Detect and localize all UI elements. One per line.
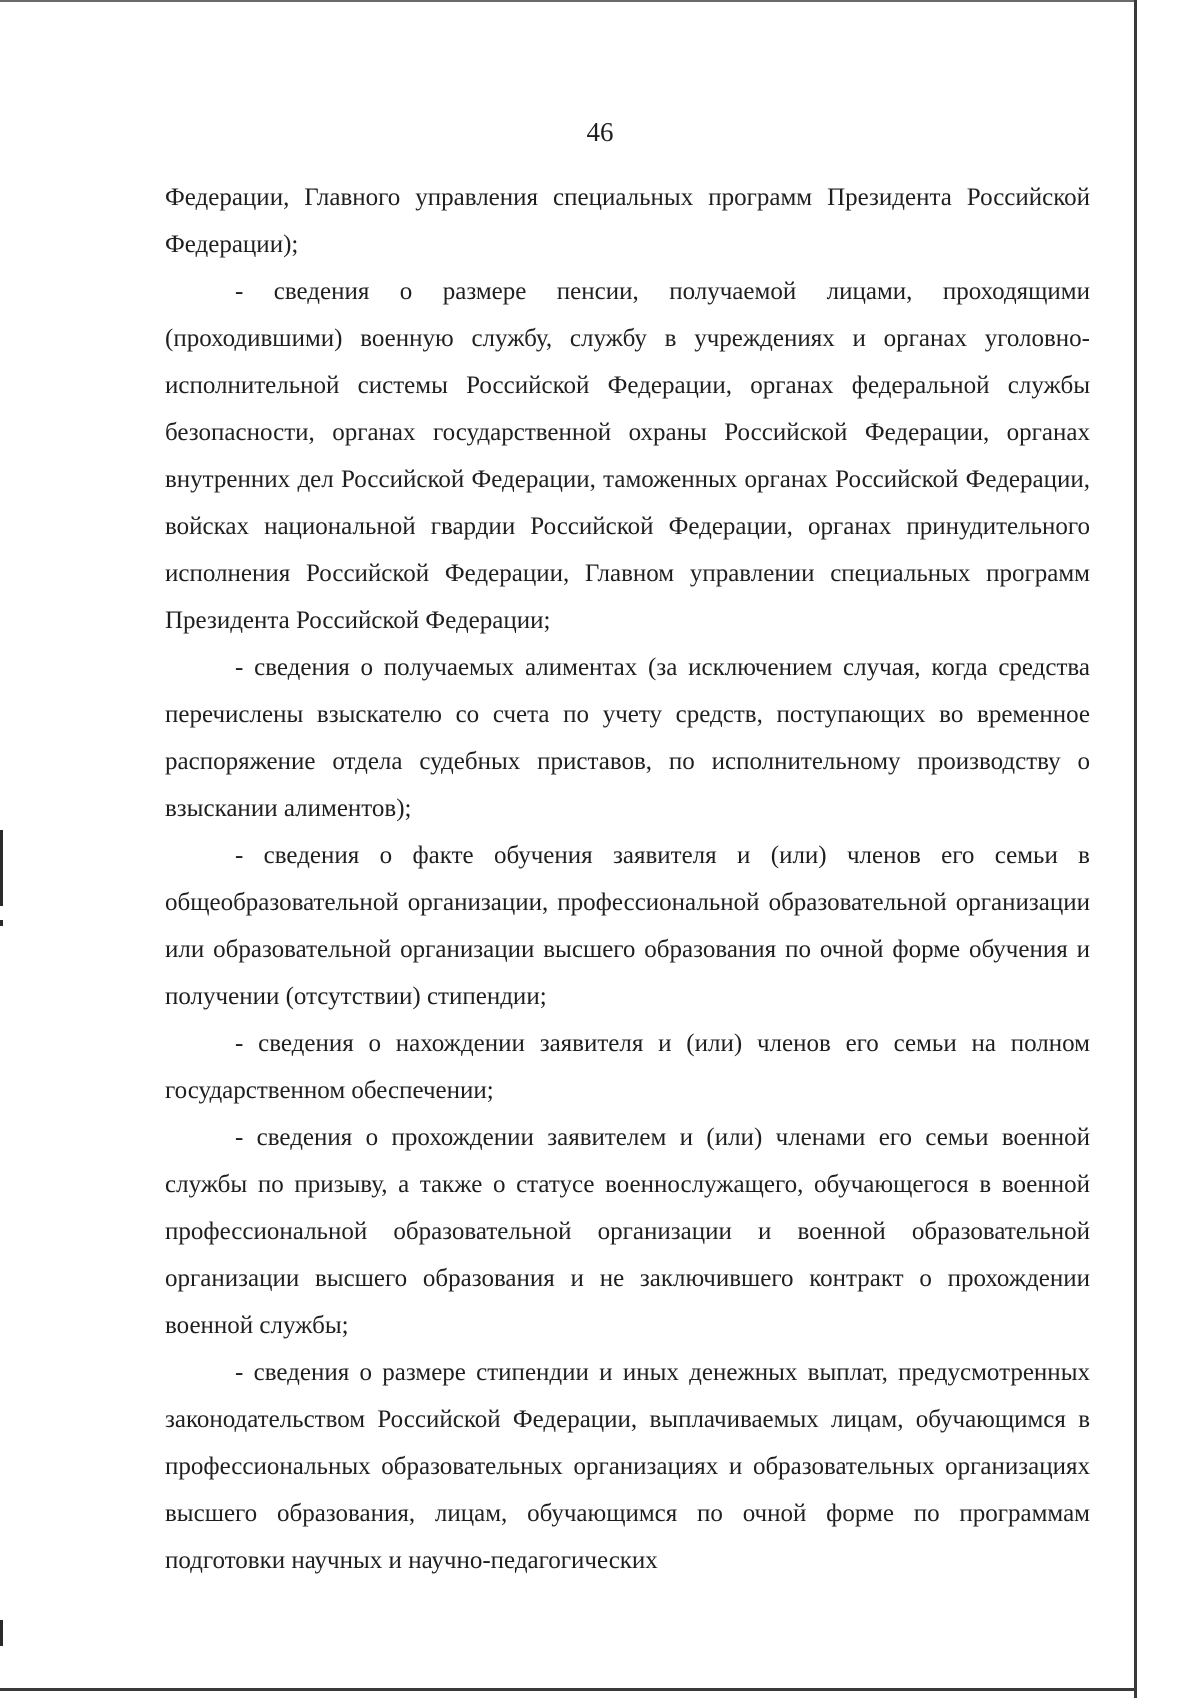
paragraph-state-support-info: - сведения о нахождении заявителя и (или) членов его семьи на полном государственном обеспечении;: [165, 1030, 1090, 1104]
paragraph-stipend-info: - сведения о размере стипендии и иных денежных выплат, предусмотренных законодательством Российской Федерации, выплачиваемых лицам, обучающимся в профессиональных образовательных организациях и образовательных организациях высшего образования, лицам, обучающимся по очной форме по программам подготовки научных и научно-педагогических: [165, 1359, 1090, 1574]
scan-artifact-mark: [0, 920, 3, 926]
paragraph-pension-info: - сведения о размере пенсии, получаемой лицами, проходящими (проходившими) военную службу, службу в учреждениях и органах уголовно-исполнительной системы Российской Федерации, органах федеральной службы безопасности, органах государственной охраны Российской Федерации, органах внутренних дел Российской Федерации, таможенных органах Российской Федерации, войсках национальной гвардии Российской Федерации, органах принудительного исполнения Российской Федерации, Главном управлении специальных программ Президента Российской Федерации;: [165, 278, 1090, 634]
paragraph-military-service-info: - сведения о прохождении заявителем и (или) членами его семьи военной службы по призыву, а также о статусе военнослужащего, обучающегося в военной профессиональной образовательной организации и военной образовательной организации высшего образования и не заключившего контракт о прохождении военной службы;: [165, 1124, 1090, 1339]
scan-artifact-mark: [0, 830, 3, 906]
page-number: 46: [586, 117, 614, 147]
paragraph-alimony-info: - сведения о получаемых алиментах (за исключением случая, когда средства перечислены взыскателю со счета по учету средств, поступающих во временное распоряжение отдела судебных приставов, по исполнительному производству о взыскании алиментов);: [165, 654, 1090, 822]
paragraph-education-info: - сведения о факте обучения заявителя и (или) членов его семьи в общеобразовательной организации, профессиональной образовательной организации или образовательной организации высшего образования по очной форме обучения и получении (отсутствии) стипендии;: [165, 842, 1090, 1010]
document-body: [165, 174, 1090, 1584]
scan-border-right: [1134, 0, 1137, 1698]
paragraph-continuation: Федерации, Главного управления специальных программ Президента Российской Федерации);: [165, 184, 1090, 258]
scan-border-top: [0, 0, 1137, 2]
scan-border-bottom: [0, 1688, 1137, 1691]
scan-artifact-mark: [0, 1620, 3, 1646]
